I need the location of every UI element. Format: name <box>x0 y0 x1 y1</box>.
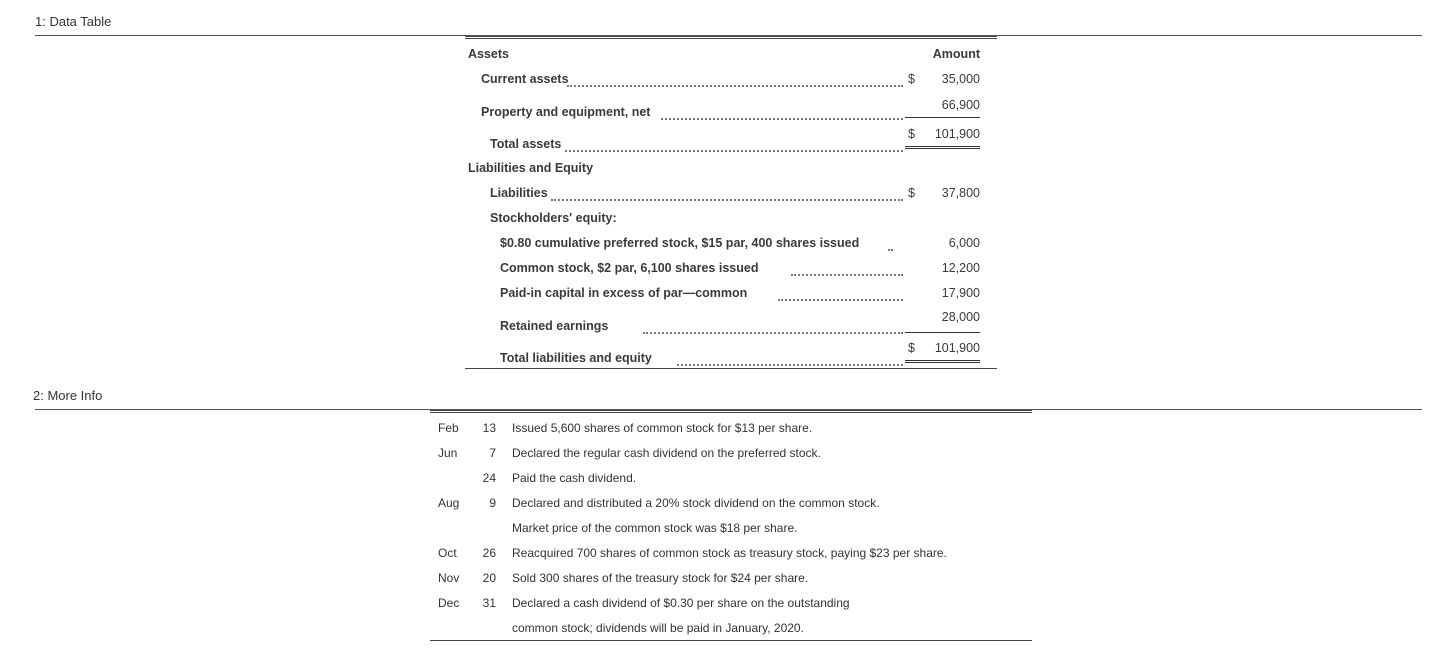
row-value: 12,200 <box>941 261 980 275</box>
dollar-sign: $ <box>908 341 915 355</box>
row-label: Total liabilities and equity <box>500 351 652 365</box>
dot-leader <box>643 332 903 334</box>
month: Aug <box>438 496 460 510</box>
month: Jun <box>438 446 458 460</box>
info-row <box>430 521 1032 537</box>
description: Reacquired 700 shares of common stock as treasury stock, paying $23 per share. <box>512 546 947 560</box>
description: Sold 300 shares of the treasury stock for $24 per share. <box>512 571 809 585</box>
table-row <box>465 236 997 252</box>
row-value: 28,000 <box>941 310 980 324</box>
section-title-data-table[interactable]: 1: Data Table <box>35 14 112 29</box>
dollar-sign: $ <box>908 72 915 86</box>
row-label: $0.80 cumulative preferred stock, $15 par, 400 shares issued <box>500 236 860 250</box>
table-row <box>465 261 997 277</box>
dot-leader <box>791 274 903 276</box>
info-row <box>430 571 1032 587</box>
dot-leader <box>778 299 903 301</box>
table-row <box>465 125 997 149</box>
info-row <box>430 496 1032 512</box>
dollar-sign: $ <box>908 127 915 141</box>
row-label: Paid-in capital in excess of par—common <box>500 286 748 300</box>
month: Oct <box>438 546 457 560</box>
day: 13 <box>482 421 496 435</box>
dot-leader <box>567 85 903 87</box>
row-value: 101,900 <box>934 341 980 355</box>
dot-leader <box>677 364 903 366</box>
dot-leader <box>565 150 903 152</box>
subtotal-underline <box>905 117 980 118</box>
description: Paid the cash dividend. <box>512 471 637 485</box>
row-label: Common stock, $2 par, 6,100 shares issued <box>500 261 759 275</box>
row-value: 6,000 <box>948 236 980 250</box>
header-row <box>465 47 997 63</box>
day: 20 <box>482 571 496 585</box>
row-label: Total assets <box>490 137 562 151</box>
table-row <box>465 341 997 365</box>
row-value: 37,800 <box>941 186 980 200</box>
day: 9 <box>489 496 496 510</box>
row-label: Retained earnings <box>500 319 609 333</box>
dot-leader <box>551 199 903 201</box>
day: 26 <box>482 546 496 560</box>
description: Declared the regular cash dividend on the preferred stock. <box>512 446 821 460</box>
info-row <box>430 546 1032 562</box>
row-value: 17,900 <box>941 286 980 300</box>
table-row <box>465 286 997 302</box>
subtotal-underline <box>905 332 980 333</box>
balance-sheet-table <box>465 36 997 369</box>
day: 31 <box>482 596 496 610</box>
row-value: 66,900 <box>941 98 980 112</box>
day: 24 <box>482 471 496 485</box>
more-info-table <box>430 410 1032 641</box>
amount-header: Amount <box>932 47 980 61</box>
table-row <box>465 72 997 88</box>
description: Declared and distributed a 20% stock dividend on the common stock. <box>512 496 880 510</box>
row-label: Property and equipment, net <box>481 105 651 119</box>
dollar-sign: $ <box>908 186 915 200</box>
info-row <box>430 596 1032 612</box>
liabilities-equity-header: Liabilities and Equity <box>468 161 594 175</box>
assets-header: Assets <box>468 47 509 61</box>
table-row <box>465 186 997 202</box>
info-row <box>430 621 1032 637</box>
table-row <box>465 97 997 117</box>
total-double-underline <box>905 146 980 149</box>
stockholders-equity-header: Stockholders' equity: <box>490 211 617 225</box>
description: Market price of the common stock was $18 per share. <box>512 521 798 535</box>
month: Nov <box>438 571 460 585</box>
month: Dec <box>438 596 460 610</box>
table-row <box>465 310 997 332</box>
dot-leader <box>888 249 891 251</box>
total-double-underline <box>905 360 980 363</box>
section-header-row <box>465 211 997 227</box>
info-row <box>430 446 1032 462</box>
description: Declared a cash dividend of $0.30 per share on the outstanding <box>512 596 850 610</box>
row-label: Liabilities <box>490 186 548 200</box>
day: 7 <box>489 446 496 460</box>
section-title-more-info[interactable]: 2: More Info <box>33 388 103 403</box>
row-value: 35,000 <box>941 72 980 86</box>
month: Feb <box>438 421 459 435</box>
info-row <box>430 471 1032 487</box>
description: common stock; dividends will be paid in January, 2020. <box>512 621 804 635</box>
row-label: Current assets <box>481 72 569 86</box>
row-value: 101,900 <box>934 127 980 141</box>
info-row <box>430 421 1032 437</box>
section-header-row <box>465 161 997 177</box>
dot-leader <box>661 118 903 120</box>
description: Issued 5,600 shares of common stock for $13 per share. <box>512 421 813 435</box>
